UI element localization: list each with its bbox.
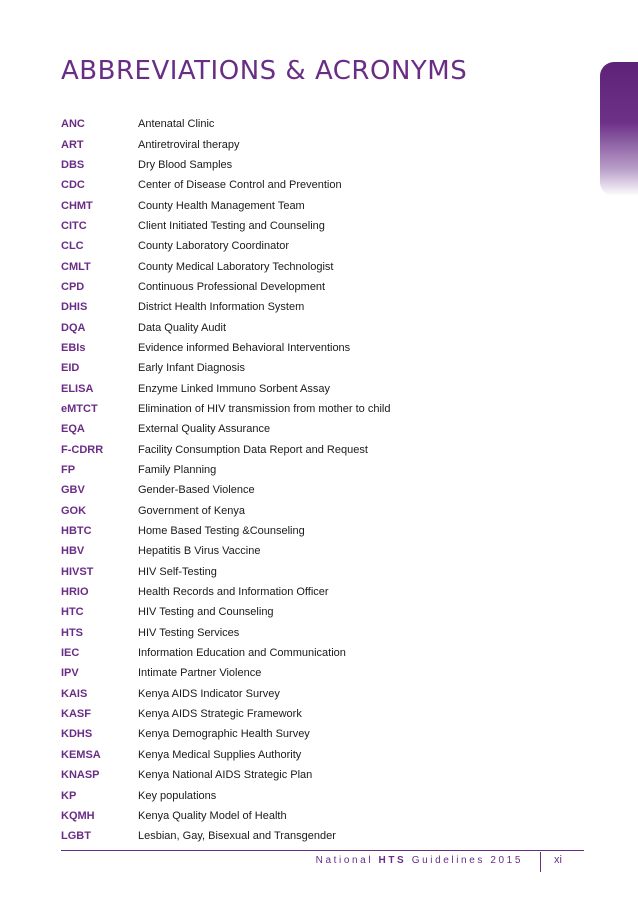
abbreviation-code: HRIO — [61, 586, 89, 599]
abbreviation-code: KQMH — [61, 809, 95, 822]
abbreviation-definition: County Laboratory Coordinator — [138, 240, 290, 253]
footer-title-highlight: HTS — [378, 855, 407, 866]
footer-divider — [540, 852, 541, 872]
abbreviation-definition: Gender-Based Violence — [138, 484, 255, 497]
abbreviation-definition: Kenya AIDS Strategic Framework — [138, 708, 302, 721]
abbreviation-row — [61, 826, 390, 846]
abbreviation-code: HTS — [61, 626, 83, 639]
section-side-tab — [600, 62, 638, 196]
abbreviation-definition: Information Education and Communication — [138, 647, 346, 660]
abbreviation-code: CPD — [61, 280, 85, 293]
abbreviation-definition: Government of Kenya — [138, 504, 246, 517]
abbreviation-row — [61, 541, 390, 561]
abbreviation-code: GOK — [61, 504, 87, 517]
abbreviation-row — [61, 195, 390, 215]
abbreviation-definition: Key populations — [138, 789, 217, 802]
abbreviation-row — [61, 419, 390, 439]
abbreviation-row — [61, 663, 390, 683]
abbreviation-definition: Antenatal Clinic — [138, 118, 215, 131]
abbreviation-code: KDHS — [61, 728, 93, 741]
abbreviation-code: KAIS — [61, 687, 88, 700]
abbreviation-definition: District Health Information System — [138, 301, 305, 314]
abbreviation-definition: Center of Disease Control and Prevention — [138, 179, 342, 192]
abbreviation-code: LGBT — [61, 830, 91, 843]
abbreviation-definition: Facility Consumption Data Report and Request — [138, 443, 368, 456]
abbreviation-row — [61, 338, 390, 358]
abbreviation-row — [61, 216, 390, 236]
abbreviation-code: GBV — [61, 484, 85, 497]
abbreviation-code: CDC — [61, 179, 85, 192]
abbreviation-row — [61, 134, 390, 154]
abbreviation-code: DBS — [61, 158, 85, 171]
abbreviation-definition: HIV Testing Services — [138, 626, 240, 639]
abbreviation-definition: Dry Blood Samples — [138, 158, 233, 171]
abbreviation-row — [61, 480, 390, 500]
abbreviation-row — [61, 704, 390, 724]
abbreviation-code: IEC — [61, 647, 80, 660]
abbreviation-definition: County Medical Laboratory Technologist — [138, 260, 334, 273]
abbreviation-definition: Kenya Quality Model of Health — [138, 809, 287, 822]
abbreviation-definition: Early Infant Diagnosis — [138, 362, 245, 375]
abbreviation-row — [61, 114, 390, 134]
abbreviation-definition: Intimate Partner Violence — [138, 667, 262, 680]
page-title: ABBREVIATIONS & ACRONYMS — [61, 56, 468, 86]
abbreviation-code: HIVST — [61, 565, 94, 578]
abbreviation-row — [61, 297, 390, 317]
abbreviation-row — [61, 399, 390, 419]
abbreviation-row — [61, 256, 390, 276]
abbreviation-definition: HIV Self-Testing — [138, 565, 217, 578]
abbreviation-row — [61, 440, 390, 460]
abbreviation-code: EID — [61, 362, 80, 375]
abbreviation-code: CMLT — [61, 260, 91, 273]
abbreviation-definition: Home Based Testing &Counseling — [138, 525, 305, 538]
abbreviation-row — [61, 684, 390, 704]
footer-title-prefix: National — [315, 855, 379, 866]
abbreviation-row — [61, 562, 390, 582]
abbreviation-code: CHMT — [61, 199, 93, 212]
abbreviation-code: ART — [61, 138, 84, 151]
abbreviation-code: ELISA — [61, 382, 94, 395]
abbreviation-row — [61, 155, 390, 175]
abbreviation-definition: Evidence informed Behavioral Interventions — [138, 341, 351, 354]
abbreviation-row — [61, 643, 390, 663]
abbreviation-definition: HIV Testing and Counseling — [138, 606, 274, 619]
abbreviation-code: ANC — [61, 118, 85, 131]
abbreviation-row — [61, 378, 390, 398]
abbreviation-code: HBTC — [61, 525, 92, 538]
abbreviation-row — [61, 582, 390, 602]
abbreviation-code: KEMSA — [61, 748, 101, 761]
abbreviation-code: KASF — [61, 708, 91, 721]
abbreviation-definition: County Health Management Team — [138, 199, 305, 212]
abbreviation-row — [61, 277, 390, 297]
abbreviation-code: eMTCT — [61, 402, 98, 415]
page-number: xi — [554, 854, 562, 866]
abbreviation-row — [61, 317, 390, 337]
abbreviation-definition: Kenya Demographic Health Survey — [138, 728, 310, 741]
abbreviation-row — [61, 358, 390, 378]
abbreviation-row — [61, 623, 390, 643]
abbreviation-code: CITC — [61, 219, 87, 232]
abbreviation-definition: Kenya AIDS Indicator Survey — [138, 687, 280, 700]
footer-title-suffix: Guidelines 2015 — [406, 855, 523, 866]
abbreviation-definition: Continuous Professional Development — [138, 280, 326, 293]
abbreviation-row — [61, 501, 390, 521]
abbreviation-row — [61, 765, 390, 785]
abbreviation-definition: Enzyme Linked Immuno Sorbent Assay — [138, 382, 330, 395]
abbreviation-code: KNASP — [61, 769, 100, 782]
abbreviation-row — [61, 521, 390, 541]
abbreviation-row — [61, 236, 390, 256]
abbreviation-definition: Elimination of HIV transmission from mother to child — [138, 402, 391, 415]
abbreviation-code: EQA — [61, 423, 85, 436]
abbreviation-code: EBIs — [61, 341, 86, 354]
abbreviation-row — [61, 175, 390, 195]
footer-publication-title — [300, 855, 523, 866]
abbreviation-code: DQA — [61, 321, 86, 334]
abbreviation-definition: Family Planning — [138, 464, 217, 477]
abbreviation-code: DHIS — [61, 301, 88, 314]
abbreviation-definition: External Quality Assurance — [138, 423, 271, 436]
abbreviation-definition: Lesbian, Gay, Bisexual and Transgender — [138, 830, 336, 843]
abbreviation-code: KP — [61, 789, 77, 802]
abbreviation-code: HTC — [61, 606, 84, 619]
abbreviation-code: CLC — [61, 240, 84, 253]
abbreviation-definition: Health Records and Information Officer — [138, 586, 329, 599]
abbreviation-row — [61, 745, 390, 765]
abbreviation-definition: Data Quality Audit — [138, 321, 227, 334]
abbreviation-code: F-CDRR — [61, 443, 104, 456]
abbreviation-definition: Hepatitis B Virus Vaccine — [138, 545, 261, 558]
footer-rule — [61, 850, 584, 851]
abbreviation-row — [61, 785, 390, 805]
abbreviation-definition: Antiretroviral therapy — [138, 138, 240, 151]
abbreviation-code: HBV — [61, 545, 85, 558]
abbreviation-row — [61, 806, 390, 826]
abbreviation-row — [61, 724, 390, 744]
abbreviation-code: IPV — [61, 667, 79, 680]
abbreviation-code: FP — [61, 464, 76, 477]
abbreviation-row — [61, 460, 390, 480]
abbreviation-definition: Kenya Medical Supplies Authority — [138, 748, 302, 761]
abbreviation-row — [61, 602, 390, 622]
abbreviation-definition: Client Initiated Testing and Counseling — [138, 219, 325, 232]
abbreviation-definition: Kenya National AIDS Strategic Plan — [138, 769, 313, 782]
abbreviation-list — [61, 114, 390, 846]
